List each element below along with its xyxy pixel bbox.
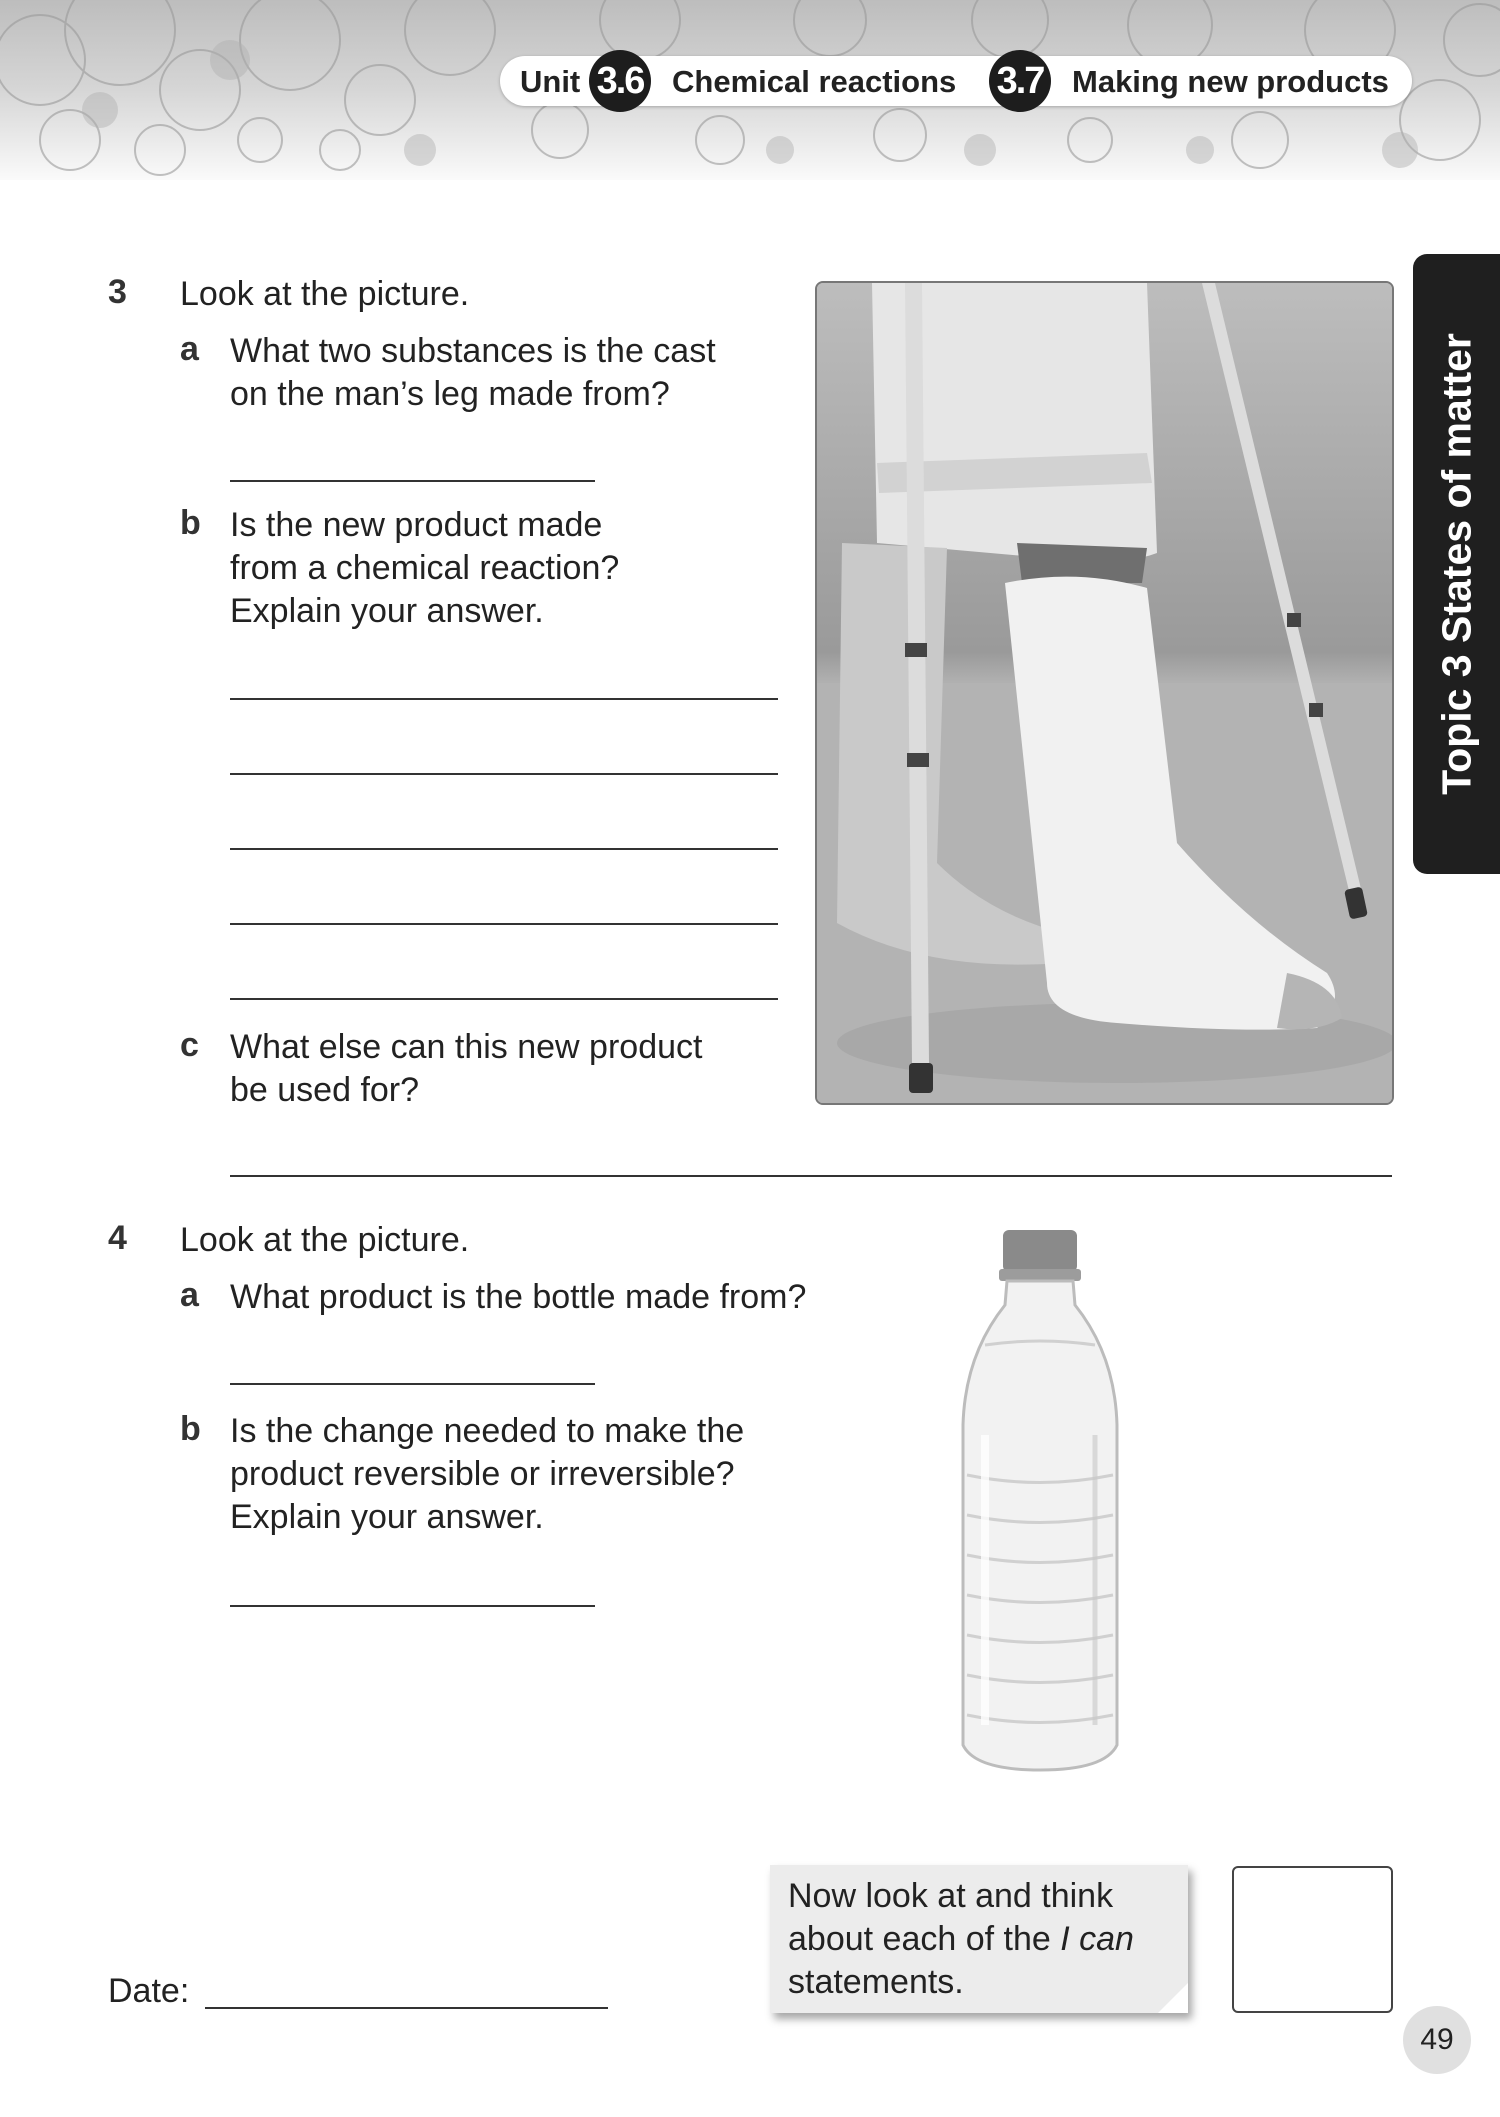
subquestion-letter: c: [180, 1026, 199, 1064]
subquestion-letter: a: [180, 330, 199, 368]
unit-label: Unit: [520, 64, 581, 99]
answer-line[interactable]: [230, 1605, 595, 1607]
date-line[interactable]: [205, 2007, 608, 2009]
page-number: 49: [1403, 2006, 1471, 2074]
unit-title: Making new products: [1072, 64, 1389, 99]
subquestion-letter: b: [180, 1410, 201, 1448]
answer-line[interactable]: [230, 480, 595, 482]
subquestion-letter: a: [180, 1276, 199, 1314]
subquestion-text: What else can this new product be used for?: [230, 1028, 703, 1109]
unit-number-badge: 3.7: [989, 50, 1051, 112]
reflection-note-card: [770, 1865, 1188, 2013]
answer-line[interactable]: [230, 1383, 595, 1385]
question-prompt: Look at the picture.: [180, 275, 470, 313]
answer-line[interactable]: [230, 848, 778, 850]
subquestion-text: What two substances is the cast on the man’s leg made from?: [230, 332, 716, 413]
subquestion-text: Is the change needed to make the product reversible or irreversible? Explain your answer.: [230, 1412, 745, 1536]
unit-number-badge: 3.6: [589, 50, 651, 112]
topic-side-tab: [1413, 254, 1500, 874]
leg-cast-crutches-photo: [815, 281, 1394, 1105]
answer-line[interactable]: [230, 923, 778, 925]
plastic-bottle-photo: [955, 1225, 1125, 1775]
subquestion-text: Is the new product made from a chemical reaction? Explain your answer.: [230, 506, 620, 630]
answer-line[interactable]: [230, 773, 778, 775]
question-prompt: Look at the picture.: [180, 1221, 470, 1259]
topic-label: Topic 3 States of matter: [1433, 333, 1479, 795]
answer-line[interactable]: [230, 1175, 1392, 1177]
unit-title-pill: [500, 56, 1412, 106]
subquestion-text: What product is the bottle made from?: [230, 1278, 807, 1316]
answer-line[interactable]: [230, 698, 778, 700]
subquestion-letter: b: [180, 504, 201, 542]
self-assessment-box[interactable]: [1232, 1866, 1393, 2013]
answer-line[interactable]: [230, 998, 778, 1000]
reflection-note-text: Now look at and think about each of the I can statements.: [788, 1877, 1134, 2001]
question-number: 4: [108, 1219, 127, 1257]
unit-title: Chemical reactions: [672, 64, 957, 99]
page-curl: [1158, 1983, 1188, 2013]
question-number: 3: [108, 273, 127, 311]
date-label: Date:: [108, 1972, 190, 2010]
